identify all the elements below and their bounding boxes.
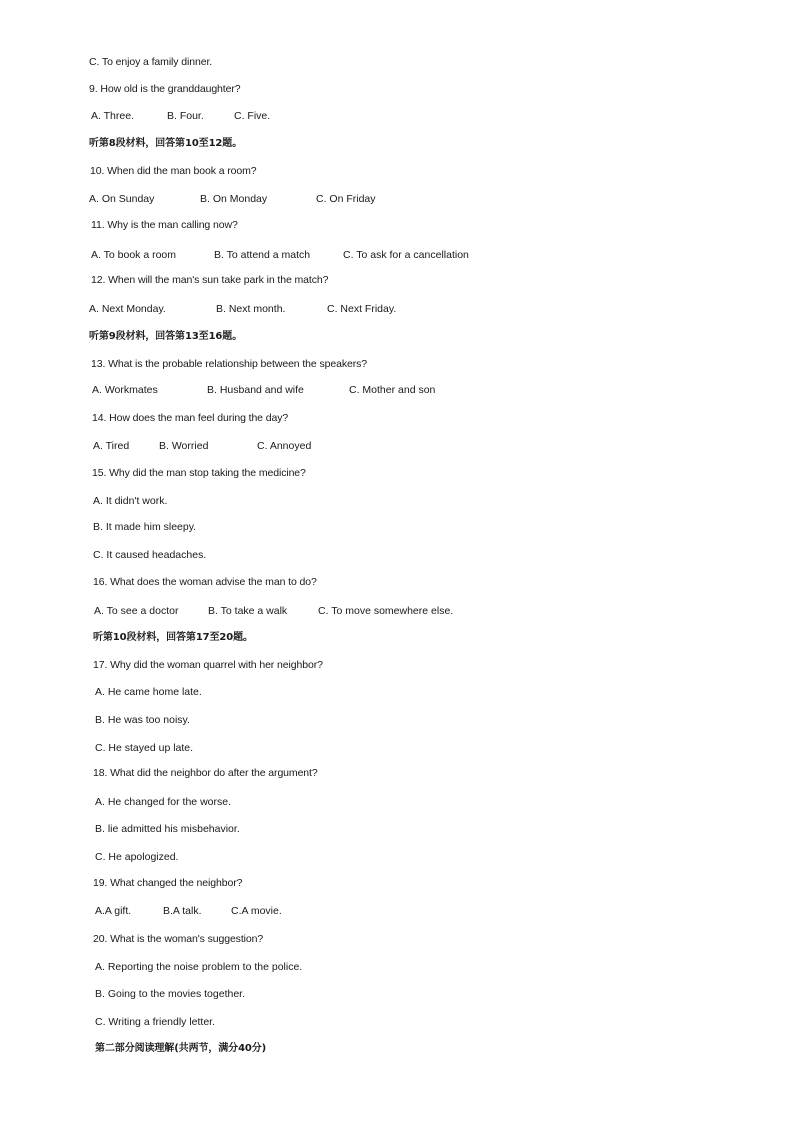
question-17: 17. Why did the woman quarrel with her neighbor? xyxy=(93,659,323,671)
question-14: 14. How does the man feel during the day? xyxy=(92,412,289,424)
question-13: 13. What is the probable relationship between the speakers? xyxy=(91,358,368,370)
part-two-heading: 第二部分阅读理解(共两节，满分40分) xyxy=(95,1043,267,1054)
option-line: C. To enjoy a family dinner. xyxy=(89,56,213,68)
section-heading-10: 听第10段材料，回答第17至20题。 xyxy=(93,632,253,643)
option-17a: A. He came home late. xyxy=(95,686,202,698)
option-20a: A. Reporting the noise problem to the police. xyxy=(95,961,303,973)
option-13b: B. Husband and wife xyxy=(207,384,304,396)
option-11a: A. To book a room xyxy=(91,249,177,261)
option-13a: A. Workmates xyxy=(92,384,158,396)
option-19c: C.A movie. xyxy=(231,905,282,917)
section-heading-8: 听第8段材料，回答第10至12题。 xyxy=(89,138,243,149)
question-12: 12. When will the man's sun take park in the match? xyxy=(91,274,329,286)
option-16a: A. To see a doctor xyxy=(94,605,179,617)
option-9b: B. Four. xyxy=(167,110,204,122)
section-heading-9: 听第9段材料，回答第13至16题。 xyxy=(89,331,243,342)
option-16c: C. To move somewhere else. xyxy=(318,605,454,617)
option-16b: B. To take a walk xyxy=(208,605,288,617)
option-11b: B. To attend a match xyxy=(214,249,311,261)
option-15a: A. It didn't work. xyxy=(93,495,168,507)
option-18a: A. He changed for the worse. xyxy=(95,796,231,808)
option-11c: C. To ask for a cancellation xyxy=(343,249,469,261)
option-18c: C. He apologized. xyxy=(95,851,179,863)
question-15: 15. Why did the man stop taking the medicine? xyxy=(92,467,306,479)
question-18: 18. What did the neighbor do after the argument? xyxy=(93,767,318,779)
option-20c: C. Writing a friendly letter. xyxy=(95,1016,216,1028)
question-10: 10. When did the man book a room? xyxy=(90,165,257,177)
question-11: 11. Why is the man calling now? xyxy=(91,219,238,231)
option-15c: C. It caused headaches. xyxy=(93,549,207,561)
option-9c: C. Five. xyxy=(234,110,271,122)
option-10c: C. On Friday xyxy=(316,193,376,205)
option-12c: C. Next Friday. xyxy=(327,303,397,315)
option-14c: C. Annoyed xyxy=(257,440,312,452)
question-9: 9. How old is the granddaughter? xyxy=(89,83,241,95)
option-14a: A. Tired xyxy=(93,440,130,452)
option-15b: B. It made him sleepy. xyxy=(93,521,197,533)
option-12a: A. Next Monday. xyxy=(89,303,166,315)
option-10a: A. On Sunday xyxy=(89,193,155,205)
option-17c: C. He stayed up late. xyxy=(95,742,194,754)
option-13c: C. Mother and son xyxy=(349,384,436,396)
question-20: 20. What is the woman's suggestion? xyxy=(93,933,264,945)
option-18b: B. lie admitted his misbehavior. xyxy=(95,823,240,835)
option-14b: B. Worried xyxy=(159,440,209,452)
option-12b: B. Next month. xyxy=(216,303,286,315)
option-19a: A.A gift. xyxy=(95,905,132,917)
option-10b: B. On Monday xyxy=(200,193,268,205)
question-19: 19. What changed the neighbor? xyxy=(93,877,243,889)
option-20b: B. Going to the movies together. xyxy=(95,988,246,1000)
question-16: 16. What does the woman advise the man to do? xyxy=(93,576,317,588)
option-9a: A. Three. xyxy=(91,110,134,122)
option-17b: B. He was too noisy. xyxy=(95,714,190,726)
option-19b: B.A talk. xyxy=(163,905,202,917)
